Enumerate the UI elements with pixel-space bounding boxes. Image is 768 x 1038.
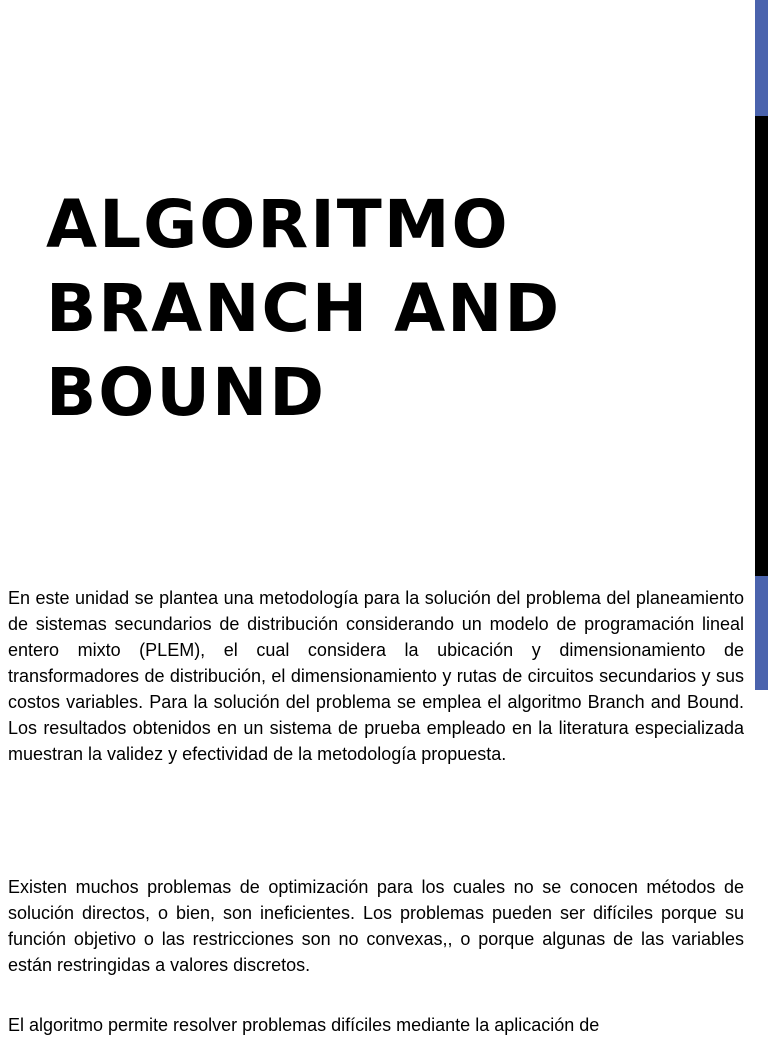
title-line-1: ALGORITMO	[46, 186, 510, 263]
accent-strip-top	[755, 0, 768, 116]
algorithm-paragraph: El algoritmo permite resolver problemas difíciles mediante la aplicación de	[8, 1015, 600, 1035]
accent-strip-dark	[755, 116, 768, 576]
slide-title	[46, 183, 726, 435]
title-line-3: BOUND	[46, 354, 327, 431]
intro-paragraph: En este unidad se plantea una metodología para la solución del problema del planeamiento de sistemas secundarios de distribución considerando un modelo de programación lineal entero mixto (PLEM), el cual considera la ubicación y dimensionamiento de transformadores de distribución, el dimensionamiento y rutas de circuitos secundarios y sus costos variables. Para la solución del problema se emplea el algoritmo Branch and Bound. Los resultados obtenidos en un sistema de prueba empleado en la literatura especializada muestran la validez y efectividad de la metodología propuesta.	[8, 588, 744, 764]
optimization-paragraph: Existen muchos problemas de optimización para los cuales no se conocen métodos de solución directos, o bien, son ineficientes. Los problemas pueden ser difíciles porque su función objetivo o las restricciones son no convexas,, o porque algunas de las variables están restringidas a valores discretos.	[8, 877, 744, 975]
accent-strip-middle	[755, 576, 768, 690]
title-line-2: BRANCH AND	[46, 270, 562, 347]
accent-strip-bottom	[755, 690, 768, 1024]
